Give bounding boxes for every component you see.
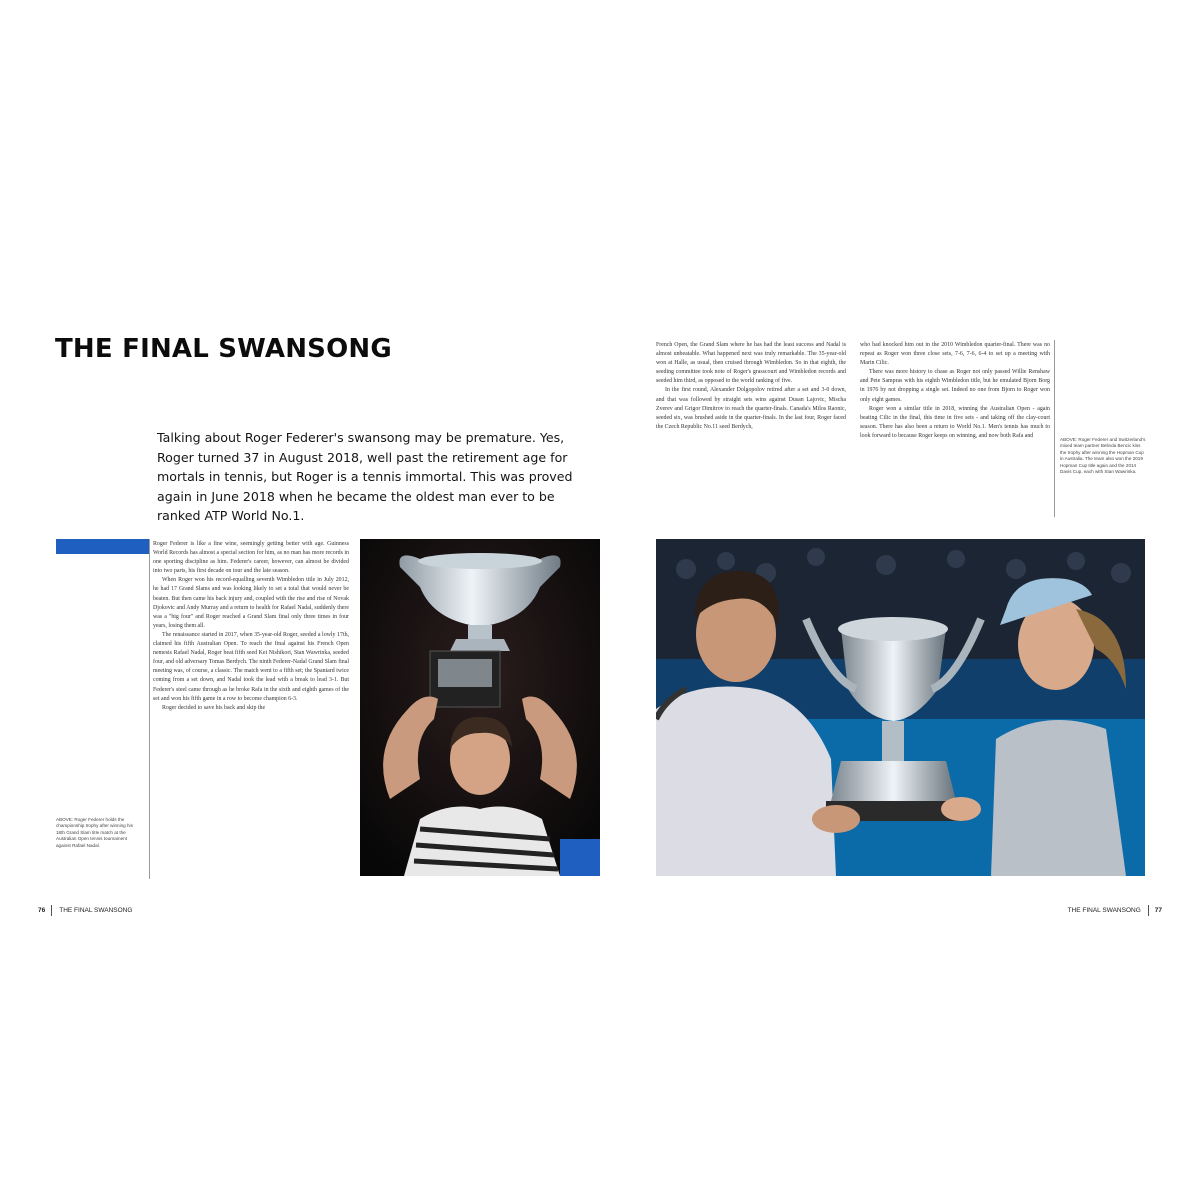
column-divider	[149, 539, 150, 879]
hopman-photo-illustration	[656, 539, 1145, 876]
body-text-right-col1	[656, 341, 846, 516]
paragraph: Roger decided to save his back and skip the	[162, 704, 266, 711]
paragraph: French Open, the Grand Slam where he has had the least success and Nadal is almost unbeatable. What happened next was truly remarkable. The 35-year-old won at Halle, as usual, then cruised through Wimbledon. So in that eighth, the seeding committee took note of Roger's grasscourt and Wimbledon records and seeded him third, as opposed to the world ranking of five.	[656, 342, 846, 385]
paragraph: In the first round, Alexander Dolgopolov retired after a set and 3-0 down, and that was followed by straight sets wins against Dusan Lajovic, Mischa Zverev and Grigor Dimitrov to reach the quarter-finals. Canada's Milos Raonic, seeded six, was brushed aside in the quarter-finals. In the last four, Roger faced the Czech Republic No.11 seed Berdych,	[656, 387, 846, 430]
running-head: THE FINAL SWANSONG	[1067, 907, 1141, 915]
paragraph: who had knocked him out in the 2010 Wimbledon quarter-final. There was no repeat as Roger won three close sets, 7-6, 7-6, 6-4 to set up a meeting with Marin Cilic.	[860, 342, 1050, 367]
paragraph: The renaissance started in 2017, when 35-year-old Roger, seeded a lowly 17th, claimed his fifth Australian Open. To reach the final against his French Open nemesis Rafael Nadal, Roger beat fifth seed Kei Nishikori, Stan Wawrinka, seeded four, and old adversary Tomas Berdych. The ninth Federer-Nadal Grand Slam final meeting was, of course, a classic. The match went to a fifth set; the Spaniard twice coming from a set down, and Nadal took the lead with a break to lead 3-1. But Federer's steel came through as he broke Rafa in the sixth and eighth games of the set and won his fifth game in a row to become champion 6-3.	[153, 631, 349, 702]
body-text-left	[153, 540, 349, 878]
page-number: 77	[1154, 907, 1162, 915]
page-folio-left	[38, 905, 132, 916]
running-head: THE FINAL SWANSONG	[59, 907, 133, 915]
photo-hopman-cup	[656, 539, 1145, 876]
page-title: THE FINAL SWANSONG	[55, 334, 392, 364]
page-number: 76	[38, 907, 46, 915]
photo-federer-trophy	[360, 539, 600, 876]
page-folio-right	[1068, 905, 1162, 916]
paragraph: There was more history to chase as Roger not only passed Willie Renshaw and Pete Sampras with his eighth Wimbledon title, but he emulated Bjorn Borg in 1976 by not dropping a single set. Indeed no one from Bjorn to Roger won only eight games.	[860, 369, 1050, 403]
intro-paragraph: Talking about Roger Federer's swansong may be premature. Yes, Roger turned 37 in August 2018, well past the retirement age for mortals in tennis, but Roger is a tennis immortal. This was proved again in June 2018 when he became the oldest man ever to be ranked ATP World No.1.	[157, 430, 573, 523]
column-divider	[1054, 340, 1055, 517]
photo-caption-left: ABOVE: Roger Federer holds the championship trophy after winning his 18th Grand Slam title match at the Australian Open tennis tournament against Rafael Nadal.	[56, 817, 133, 848]
folio-divider	[51, 905, 52, 916]
paragraph: When Roger won his record-equalling seventh Wimbledon title in July 2012, he had 17 Grand Slams and was looking likely to set a total that would never be beaten. But then came his back injury and, coupled with the rise and rise of Novak Djokovic and Andy Murray and a return to health for Rafael Nadal, suddenly there was a "big four" and Roger reached a Grand Slam final only three times in four years, losing them all.	[153, 577, 349, 629]
paragraph: Roger Federer is like a fine wine, seemingly getting better with age. Guinness World Records has almost a special section for him, as no man has more records in one sporting discipline as him. Federer's career, however, can almost be divided into two parts, his first decade on tour and the late season.	[153, 541, 349, 575]
body-text-right-col2	[860, 341, 1050, 516]
photo-caption-right: ABOVE: Roger Federer and Switzerland's mixed team partner Belinda Bencic kiss the trophy after winning the Hopman Cup in Australia. The team also won the 2019 Hopman Cup title again and the 2014 Davis Cup, each with Stan Wawrinka.	[1060, 437, 1146, 475]
accent-bar	[56, 539, 149, 554]
trophy-photo-illustration	[360, 539, 600, 876]
folio-divider	[1148, 905, 1149, 916]
paragraph: Roger won a similar title in 2018, winning the Australian Open - again beating Cilic in the final, this time in five sets - and taking off the clay-court season. There has also been a return to World No.1. Men's tennis has much to look forward to because Roger keeps on winning, and now both Rafa and	[860, 405, 1050, 439]
